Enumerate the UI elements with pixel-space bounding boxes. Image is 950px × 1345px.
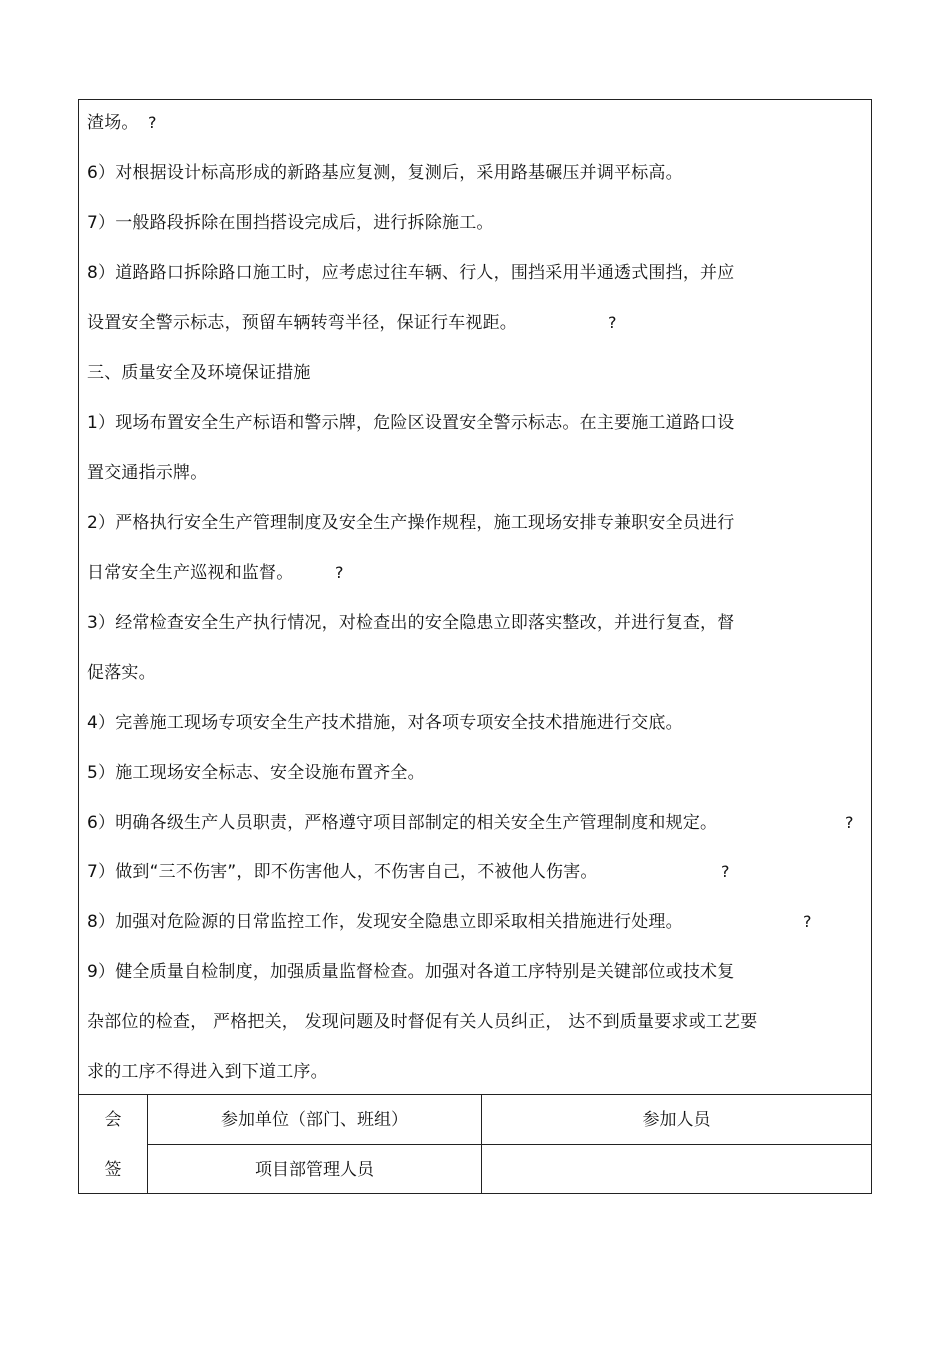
table-row-rule bbox=[147, 1144, 871, 1145]
body-line: 置交通指示牌。 bbox=[87, 463, 208, 483]
body-line: 2）严格执行安全生产管理制度及安全生产操作规程，施工现场安排专兼职安全员进行 bbox=[87, 513, 735, 533]
unit-cell: 项目部管理人员 bbox=[255, 1160, 374, 1180]
section-heading: 三、质量安全及环境保证措施 bbox=[87, 363, 311, 383]
table-top-rule bbox=[79, 1094, 871, 1095]
signoff-label-top: 会 bbox=[104, 1110, 122, 1130]
body-line: 7）一般路段拆除在围挡搭设完成后，进行拆除施工。 bbox=[87, 213, 494, 233]
body-line: 7）做到“三不伤害”，即不伤害他人，不伤害自己，不被他人伤害。 bbox=[87, 862, 598, 882]
body-line: 9）健全质量自检制度，加强质量监督检查。加强对各道工序特别是关键部位或技术复 bbox=[87, 962, 735, 982]
body-line: 1）现场布置安全生产标语和警示牌，危险区设置安全警示标志。在主要施工道路口设 bbox=[87, 413, 735, 433]
question-mark: ? bbox=[148, 113, 157, 132]
question-mark: ? bbox=[845, 813, 854, 832]
body-line: 5）施工现场安全标志、安全设施布置齐全。 bbox=[87, 763, 425, 783]
question-mark: ? bbox=[721, 862, 730, 881]
body-line: 8）道路路口拆除路口施工时，应考虑过往车辆、行人，围挡采用半通透式围挡，并应 bbox=[87, 263, 735, 283]
body-line: 4）完善施工现场专项安全生产技术措施，对各项专项安全技术措施进行交底。 bbox=[87, 713, 683, 733]
question-mark: ? bbox=[335, 563, 344, 582]
body-line: 设置安全警示标志，预留车辆转弯半径，保证行车视距。 bbox=[87, 313, 517, 333]
body-line: 6）对根据设计标高形成的新路基应复测，复测后，采用路基碾压并调平标高。 bbox=[87, 163, 683, 183]
document-sheet bbox=[78, 99, 872, 1194]
body-line: 8）加强对危险源的日常监控工作，发现安全隐患立即采取相关措施进行处理。 bbox=[87, 912, 683, 932]
people-column-header: 参加人员 bbox=[642, 1110, 711, 1130]
question-mark: ? bbox=[608, 313, 617, 332]
question-mark: ? bbox=[803, 912, 812, 931]
body-line: 杂部位的检查， 严格把关， 发现问题及时督促有关人员纠正， 达不到质量要求或工艺要 bbox=[87, 1012, 758, 1032]
body-line: 求的工序不得进入到下道工序。 bbox=[87, 1062, 328, 1082]
body-line: 3）经常检查安全生产执行情况，对检查出的安全隐患立即落实整改，并进行复查，督 bbox=[87, 613, 735, 633]
unit-column-header: 参加单位（部门、班组） bbox=[221, 1110, 408, 1130]
signoff-label-bottom: 签 bbox=[104, 1160, 122, 1180]
body-line: 日常安全生产巡视和监督。 bbox=[87, 563, 294, 583]
body-line: 促落实。 bbox=[87, 663, 156, 683]
body-line: 6）明确各级生产人员职责，严格遵守项目部制定的相关安全生产管理制度和规定。 bbox=[87, 813, 718, 833]
body-line: 渣场。 bbox=[87, 113, 139, 133]
